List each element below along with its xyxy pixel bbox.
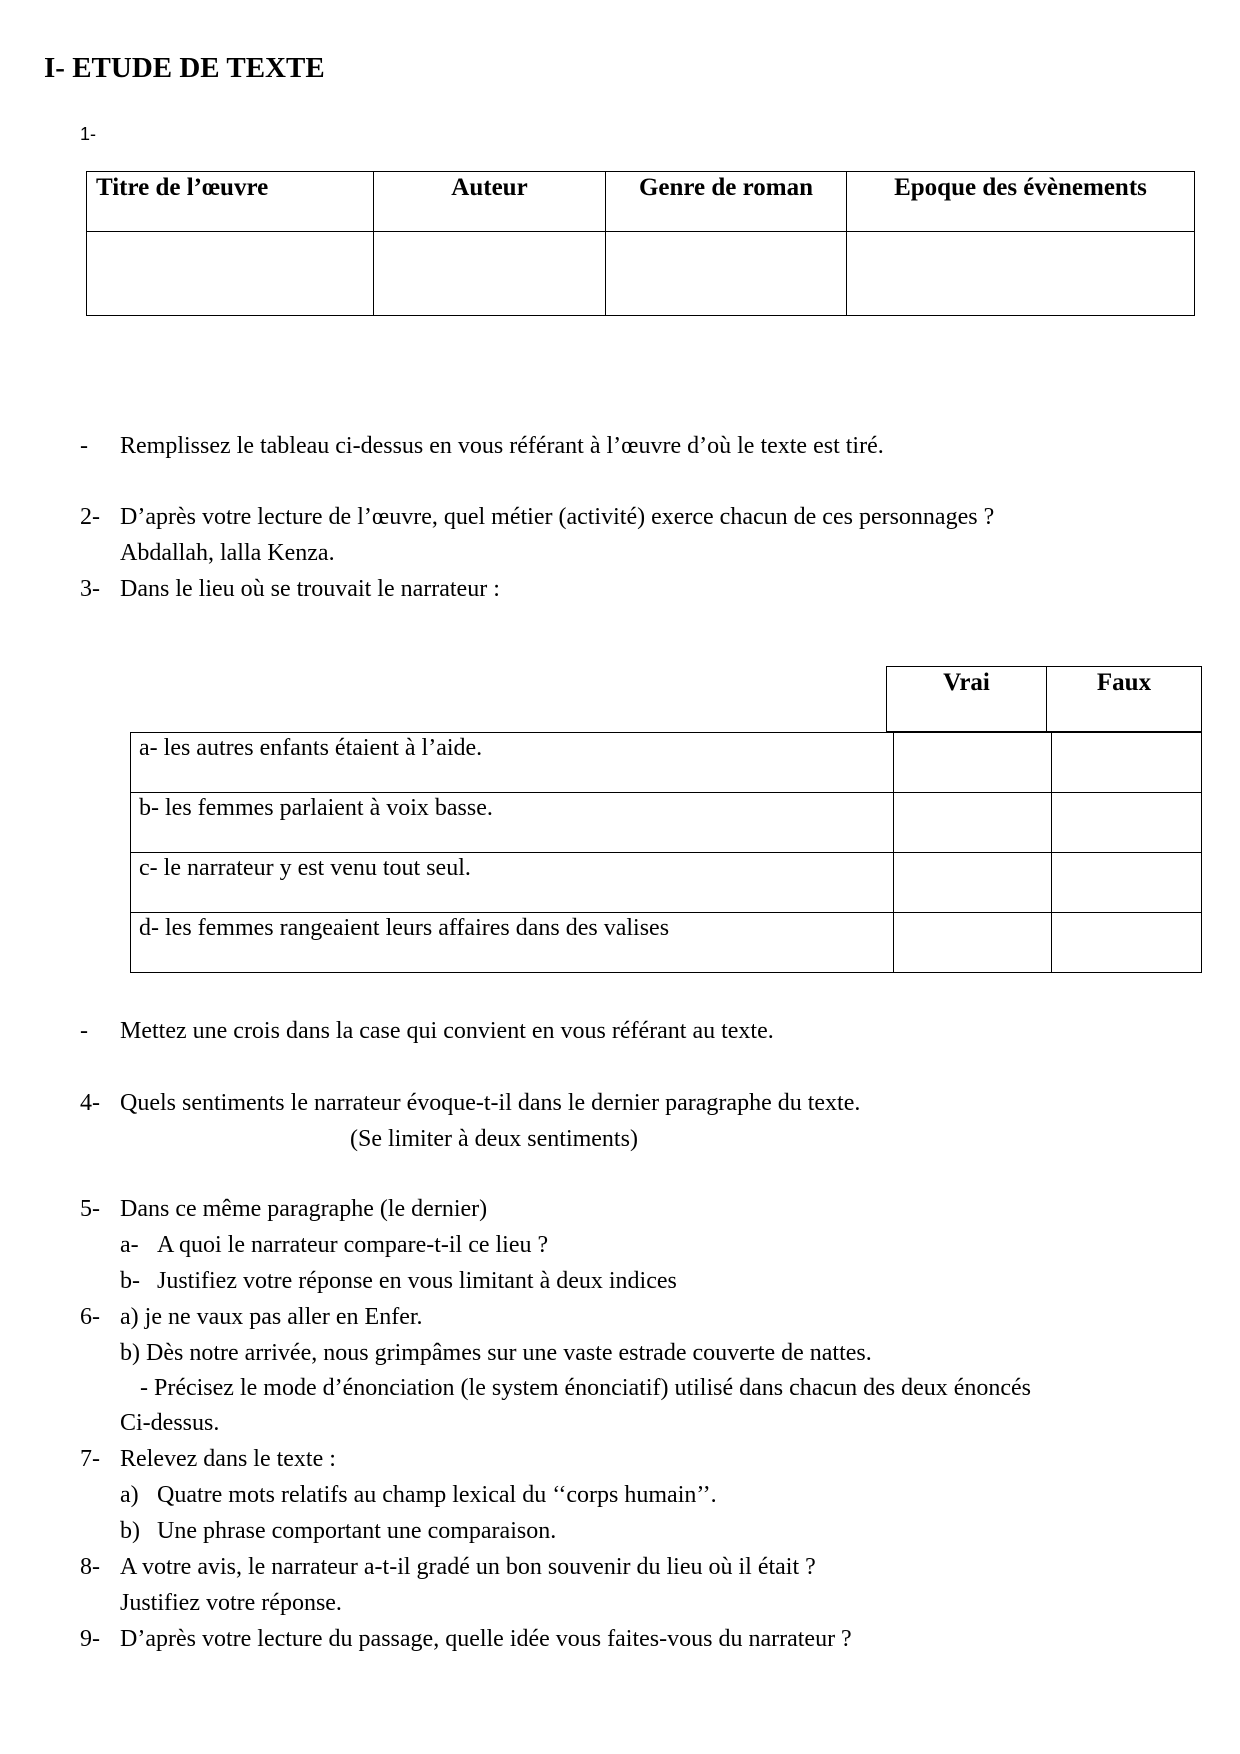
checkbox-faux-d[interactable] bbox=[1052, 913, 1202, 973]
true-false-header bbox=[886, 666, 1202, 732]
q7-number: 7- bbox=[80, 1446, 100, 1472]
statement-c: c- le narrateur y est venu tout seul. bbox=[131, 853, 894, 913]
true-false-table bbox=[130, 732, 1202, 973]
answer-cell-author[interactable] bbox=[374, 232, 606, 316]
checkbox-vrai-a[interactable] bbox=[894, 733, 1052, 793]
q9-line1: D’après votre lecture du passage, quelle idée vous faites-vous du narrateur ? bbox=[120, 1626, 852, 1652]
header-vrai: Vrai bbox=[887, 667, 1047, 732]
q5-line1: Dans ce même paragraphe (le dernier) bbox=[120, 1196, 488, 1222]
checkbox-vrai-b[interactable] bbox=[894, 793, 1052, 853]
q3-instruction: Mettez une crois dans la case qui convient en vous référant au texte. bbox=[120, 1018, 774, 1044]
q9-number: 9- bbox=[80, 1626, 100, 1652]
q5-a-label: a- bbox=[120, 1232, 139, 1258]
q6-line2: b) Dès notre arrivée, nous grimpâmes sur une vaste estrade couverte de nattes. bbox=[120, 1340, 872, 1366]
q3-text: Dans le lieu où se trouvait le narrateur : bbox=[120, 576, 500, 602]
q1-instruction: Remplissez le tableau ci-dessus en vous référant à l’œuvre d’où le texte est tiré. bbox=[120, 433, 884, 459]
header-novel-genre: Genre de roman bbox=[606, 172, 847, 232]
table-row bbox=[131, 733, 1202, 793]
q6-number: 6- bbox=[80, 1304, 100, 1330]
header-faux: Faux bbox=[1047, 667, 1202, 732]
q7-a-label: a) bbox=[120, 1482, 139, 1508]
header-title-of-work: Titre de l’œuvre bbox=[87, 172, 374, 232]
q2-number: 2- bbox=[80, 504, 100, 530]
statement-a: a- les autres enfants étaient à l’aide. bbox=[131, 733, 894, 793]
statement-d: d- les femmes rangeaient leurs affaires dans des valises bbox=[131, 913, 894, 973]
q6-line3: - Précisez le mode d’énonciation (le system énonciatif) utilisé dans chacun des deux énoncés bbox=[140, 1375, 1032, 1401]
answer-cell-title[interactable] bbox=[87, 232, 374, 316]
header-events-era: Epoque des évènements bbox=[847, 172, 1195, 232]
section-title: I- ETUDE DE TEXTE bbox=[44, 52, 325, 84]
checkbox-vrai-c[interactable] bbox=[894, 853, 1052, 913]
table-row bbox=[131, 913, 1202, 973]
q3-instruction-bullet: - bbox=[80, 1018, 88, 1044]
q4-number: 4- bbox=[80, 1090, 100, 1116]
header-author: Auteur bbox=[374, 172, 606, 232]
q5-number: 5- bbox=[80, 1196, 100, 1222]
table-row bbox=[131, 793, 1202, 853]
q2-line2: Abdallah, lalla Kenza. bbox=[120, 540, 335, 566]
q6-line4: Ci-dessus. bbox=[120, 1410, 220, 1436]
checkbox-faux-b[interactable] bbox=[1052, 793, 1202, 853]
table-header-row bbox=[87, 172, 1195, 232]
q4-line1: Quels sentiments le narrateur évoque-t-il dans le dernier paragraphe du texte. bbox=[120, 1090, 861, 1116]
q8-line1: A votre avis, le narrateur a-t-il gradé un bon souvenir du lieu où il était ? bbox=[120, 1554, 816, 1580]
answer-cell-era[interactable] bbox=[847, 232, 1195, 316]
table-answer-row bbox=[87, 232, 1195, 316]
q1-bullet: - bbox=[80, 433, 88, 459]
q7-b-text: Une phrase comportant une comparaison. bbox=[157, 1518, 557, 1544]
table-row bbox=[131, 853, 1202, 913]
q5-a-text: A quoi le narrateur compare-t-il ce lieu ? bbox=[157, 1232, 549, 1258]
q3-number: 3- bbox=[80, 576, 100, 602]
question-1-number: 1- bbox=[80, 124, 97, 144]
q5-b-label: b- bbox=[120, 1268, 140, 1294]
q5-b-text: Justifiez votre réponse en vous limitant à deux indices bbox=[157, 1268, 677, 1294]
answer-cell-genre[interactable] bbox=[606, 232, 847, 316]
checkbox-vrai-d[interactable] bbox=[894, 913, 1052, 973]
q4-line2: (Se limiter à deux sentiments) bbox=[350, 1126, 638, 1152]
q2-line1: D’après votre lecture de l’œuvre, quel métier (activité) exerce chacun de ces personnages ? bbox=[120, 504, 995, 530]
checkbox-faux-c[interactable] bbox=[1052, 853, 1202, 913]
statement-b: b- les femmes parlaient à voix basse. bbox=[131, 793, 894, 853]
q8-line2: Justifiez votre réponse. bbox=[120, 1590, 342, 1616]
q6-line1: a) je ne vaux pas aller en Enfer. bbox=[120, 1304, 423, 1330]
q7-line1: Relevez dans le texte : bbox=[120, 1446, 336, 1472]
work-info-table bbox=[86, 171, 1195, 316]
q7-a-text: Quatre mots relatifs au champ lexical du ‘‘corps humain’’. bbox=[157, 1482, 717, 1508]
q8-number: 8- bbox=[80, 1554, 100, 1580]
checkbox-faux-a[interactable] bbox=[1052, 733, 1202, 793]
q7-b-label: b) bbox=[120, 1518, 140, 1544]
